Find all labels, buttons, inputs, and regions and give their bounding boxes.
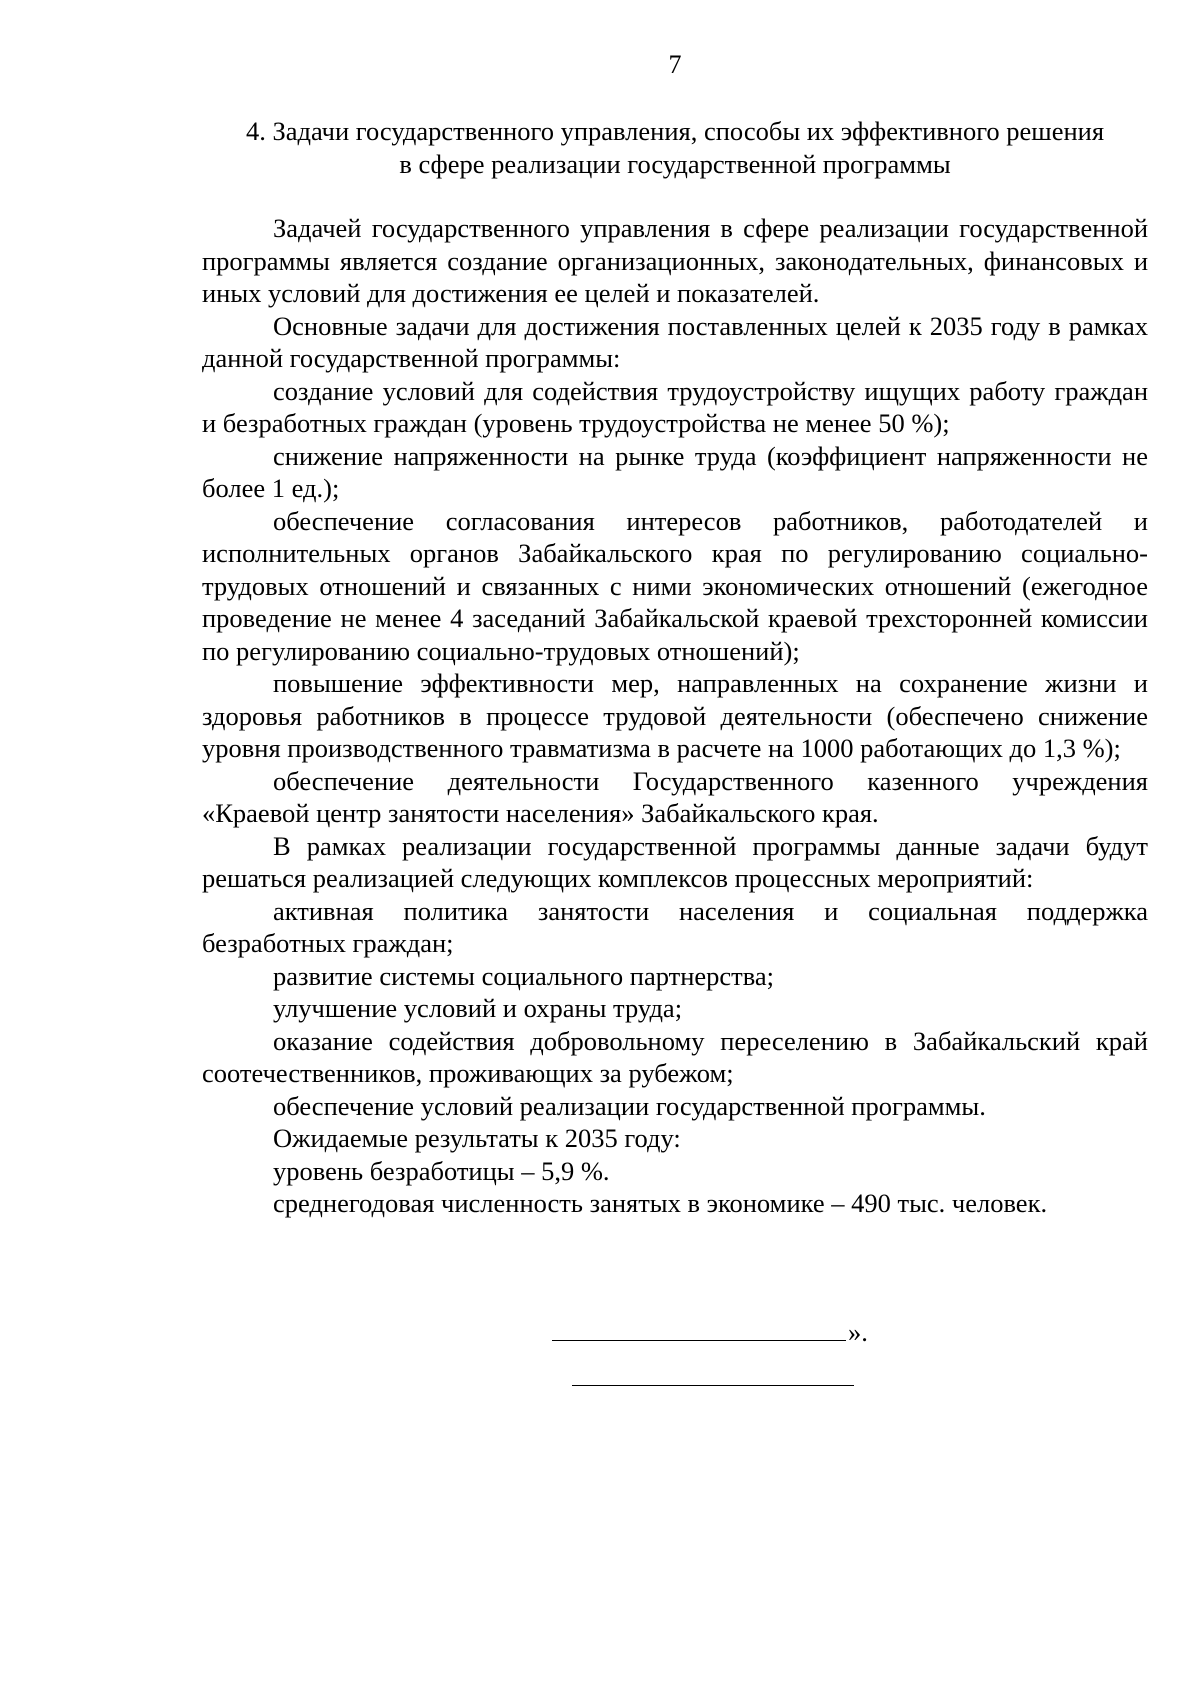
closing-quote-mark: ». — [848, 1317, 868, 1347]
end-of-document-rule — [572, 1385, 854, 1386]
complex-item-partnership: развитие системы социального партнерства; — [273, 960, 775, 991]
section-heading — [200, 115, 1150, 181]
task-item-employment-center: обеспечение деятельности Государственного казенного учреждения «Краевой центр занятости населения» Забайкальского края. — [202, 765, 1148, 828]
paragraph-process-complexes: В рамках реализации государственной программы данные задачи будут решаться реализацией следующих комплексов процессных мероприятий: — [202, 830, 1148, 893]
section-body — [202, 212, 1148, 1220]
closing-line — [552, 1317, 868, 1347]
closing-underline — [552, 1318, 846, 1341]
paragraph-expected-results: Ожидаемые результаты к 2035 году: — [273, 1123, 681, 1153]
result-item-employment: среднегодовая численность занятых в экономике – 490 тыс. человек. — [273, 1188, 1048, 1218]
section-heading-line-2: в сфере реализации государственной программы — [399, 149, 951, 179]
complex-item-active-policy: активная политика занятости населения и социальная поддержка безработных граждан; — [202, 895, 1148, 958]
result-item-unemployment: уровень безработицы – 5,9 %. — [273, 1155, 610, 1186]
complex-item-labor-conditions: улучшение условий и охраны труда; — [273, 993, 683, 1023]
complex-item-resettlement: оказание содействия добровольному переселению в Забайкальский край соотечественников, проживающих за рубежом; — [202, 1025, 1148, 1088]
paragraph-main-tasks: Основные задачи для достижения поставленных целей к 2035 году в рамках данной государственной программы: — [202, 310, 1148, 373]
page-number: 7 — [668, 50, 682, 79]
task-item-employment: создание условий для содействия трудоустройству ищущих работу граждан и безработных граждан (уровень трудоустройства не менее 50 %); — [202, 375, 1148, 438]
task-item-labor-safety: повышение эффективности мер, направленных на сохранение жизни и здоровья работников в процессе трудовой деятельности (обеспечено снижение уровня производственного травматизма в расчете на 1000 работающих до 1,3 %); — [202, 668, 1148, 763]
section-heading-line-1: 4. Задачи государственного управления, способы их эффективного решения — [245, 116, 1105, 146]
complex-item-program-support: обеспечение условий реализации государственной программы. — [273, 1090, 986, 1121]
paragraph-intro: Задачей государственного управления в сфере реализации государственной программы является создание организационных, законодательных, финансовых и иных условий для достижения ее целей и показателей. — [202, 213, 1148, 308]
task-item-social-partnership: обеспечение согласования интересов работников, работодателей и исполнительных органов Забайкальского края по регулированию социально-трудовых отношений и связанных с ними экономических отношений (ежегодное проведение не менее 4 заседаний Забайкальской краевой трехсторонней комиссии по регулированию социально-трудовых отношений); — [202, 505, 1148, 666]
task-item-labor-market: снижение напряженности на рынке труда (коэффициент напряженности не более 1 ед.); — [202, 440, 1148, 503]
